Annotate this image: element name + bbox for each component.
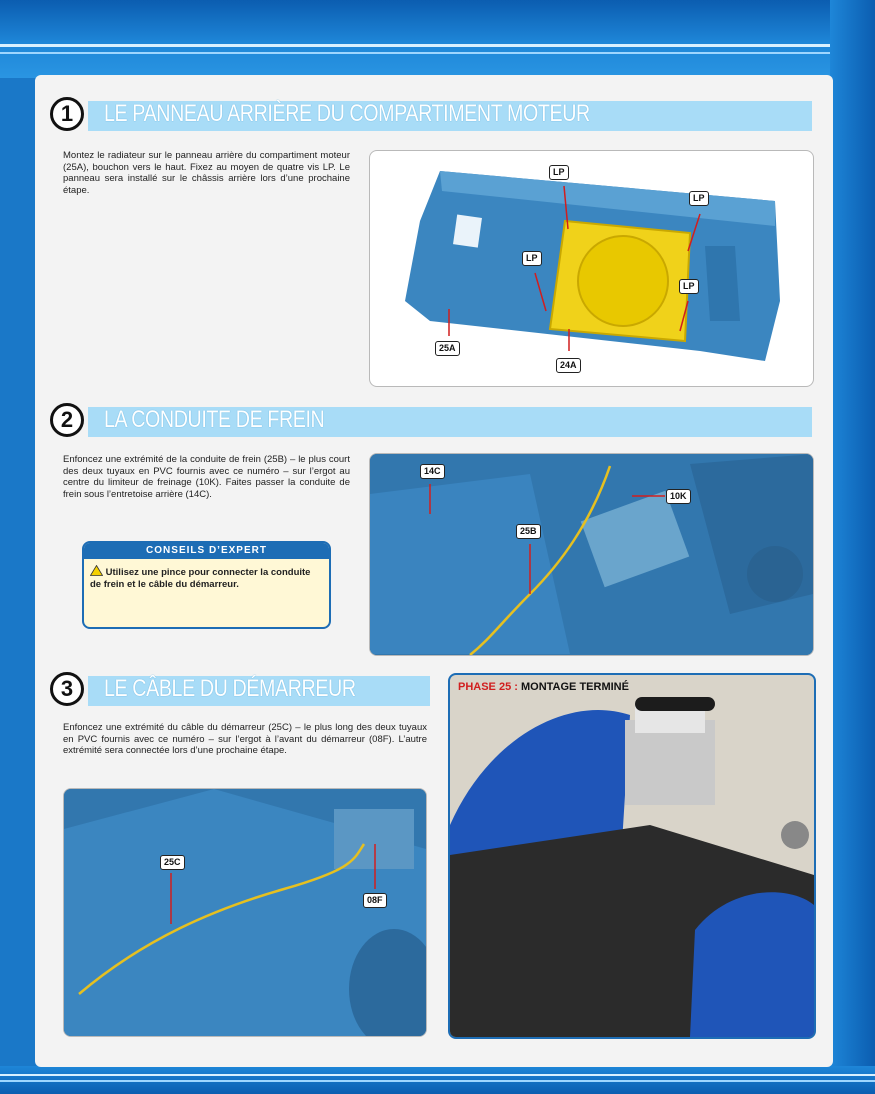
section-3-header [50,672,430,706]
brake-drum [747,546,803,602]
callout-14c: 14C [420,464,445,479]
phase-label: PHASE 25 : [458,681,518,693]
panel-side-bracket [705,246,740,321]
callout-lp: LP [522,251,542,266]
section-3-illustration [63,788,427,1037]
warning-icon [90,565,103,576]
section-2-header [50,403,812,437]
radiator-fan [578,236,668,326]
brake-line-drawing [370,454,813,655]
bottom-band-line [0,1080,875,1082]
callout-lp: LP [689,191,709,206]
callout-25a: 25A [435,341,460,356]
section-2-illustration [369,453,814,656]
callout-25c: 25C [160,855,185,870]
right-band [830,0,875,1094]
wheel-hub [781,821,809,849]
section-1-text: Montez le radiateur sur le panneau arrière du compartiment moteur (25A), bouchon vers le haut. Fixez au moyen de quatre vis LP. Le panneau sera installé sur le châssis arrière lors d’une prochaine étape. [63,150,350,196]
expert-tip-heading: CONSEILS D’EXPERT [84,543,329,559]
callout-25b: 25B [516,524,541,539]
bottom-band-line [0,1074,875,1076]
section-1-illustration [369,150,814,387]
expert-tip-text: Utilisez une pince pour connecter la conduite de frein et le câble du démarreur. [90,567,311,590]
top-band [0,0,875,78]
callout-24a: 24A [556,358,581,373]
phase-title: MONTAGE TERMINÉ [520,681,629,693]
expert-tip-box [82,541,331,629]
panel-opening [453,214,482,247]
phase-complete-box [448,673,816,1039]
section-2-title: LA CONDUITE DE FREIN [104,406,325,433]
section-1-number: 1 [50,97,84,131]
top-band-line [0,44,875,47]
section-2-number: 2 [50,403,84,437]
starter-shape [334,809,414,869]
section-1-header [50,97,812,131]
callout-lp: LP [679,279,699,294]
section-3-text: Enfoncez une extrémité du câble du démarreur (25C) – le plus long des deux tuyaux en PVC fournis avec ce numéro – sur l’ergot à l’avant du démarreur (08F). L’autre extrémité sera connectée lors d’une prochaine étape. [63,722,427,756]
bottom-band [0,1066,875,1094]
completed-assembly-drawing [450,675,814,1037]
callout-10k: 10K [666,489,691,504]
starter-cable-drawing [64,789,426,1036]
section-3-number: 3 [50,672,84,706]
air-filter [635,697,715,711]
section-1-title: LE PANNEAU ARRIÈRE DU COMPARTIMENT MOTEUR [104,100,590,127]
callout-08f: 08F [363,893,387,908]
callout-lp: LP [549,165,569,180]
top-band-line [0,52,875,54]
section-3-title: LE CÂBLE DU DÉMARREUR [104,675,356,702]
expert-tip-body [84,559,329,597]
section-2-text: Enfoncez une extrémité de la conduite de frein (25B) – le plus court des deux tuyaux en PVC fournis avec ce numéro – sur l’ergot au centre du limiteur de freinage (10K). Faites passer la conduite de frein sous l’entretoise arrière (14C). [63,454,350,500]
